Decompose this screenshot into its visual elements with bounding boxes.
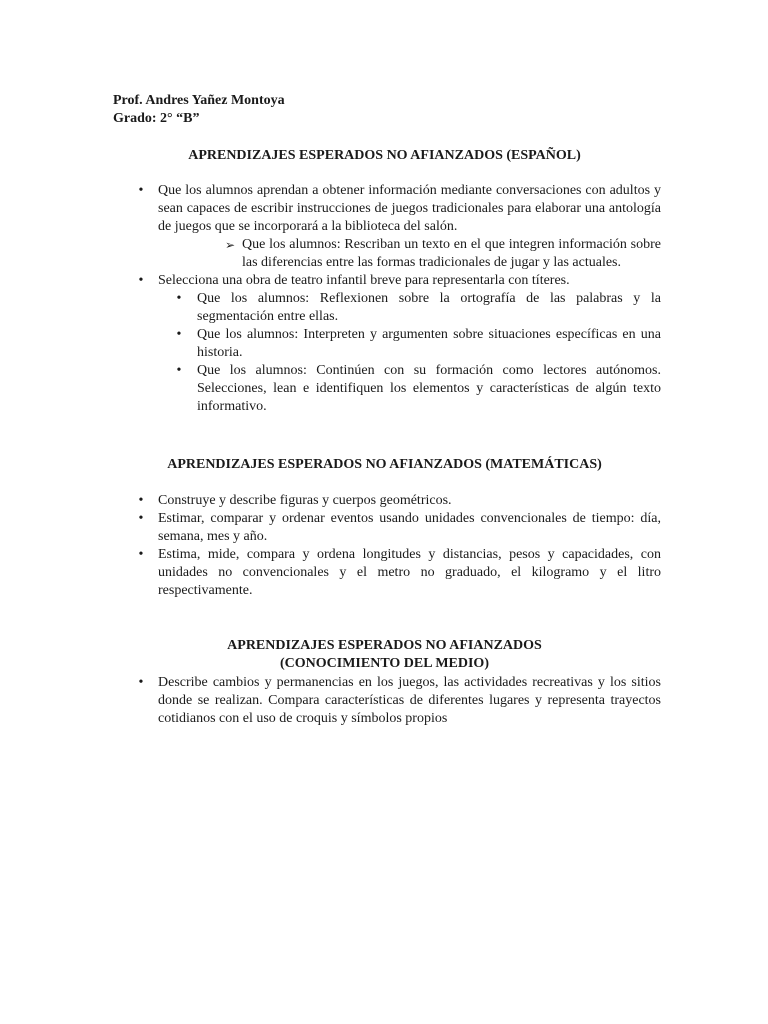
list-item bbox=[113, 236, 661, 272]
espanol-list bbox=[113, 182, 661, 416]
section-title-matematicas: APRENDIZAJES ESPERADOS NO AFIANZADOS (MATEMÁTICAS) bbox=[167, 457, 602, 472]
list-item-text: Construye y describe figuras y cuerpos geométricos. bbox=[158, 493, 452, 508]
bullet-icon: • bbox=[138, 547, 144, 562]
list-item bbox=[113, 272, 661, 290]
bullet-icon: • bbox=[138, 511, 144, 526]
list-item bbox=[113, 674, 661, 728]
list-item-text: Que los alumnos aprendan a obtener información mediante conversaciones con adultos y sean capaces de escribir instrucciones de juegos tradicionales para elaborar una antología de juegos que se incorporará a la biblioteca del salón. bbox=[158, 183, 661, 234]
section-title-medio bbox=[113, 637, 656, 673]
list-item bbox=[113, 492, 661, 510]
list-item bbox=[113, 182, 661, 236]
bullet-icon: • bbox=[176, 327, 182, 342]
bullet-icon: • bbox=[138, 493, 144, 508]
bullet-icon: • bbox=[138, 273, 144, 288]
bullet-icon: • bbox=[138, 675, 144, 690]
list-item-text: Describe cambios y permanencias en los juegos, las actividades recreativas y los sitios donde se realizan. Compara características de diferentes lugares y representa trayectos cotidianos con el uso de croquis y símbolos propios bbox=[158, 675, 661, 726]
list-item-text: Que los alumnos: Rescriban un texto en el que integren información sobre las diferencias entre las formas tradicionales de jugar y las actuales. bbox=[242, 237, 661, 270]
grade-label: Grado: 2° “B” bbox=[113, 111, 200, 126]
list-item bbox=[113, 510, 661, 546]
matematicas-list bbox=[113, 492, 661, 600]
list-item-text: Que los alumnos: Interpreten y argumenten sobre situaciones específicas en una historia. bbox=[197, 327, 661, 360]
bullet-icon: • bbox=[176, 291, 182, 306]
medio-list bbox=[113, 674, 661, 728]
section-title-espanol: APRENDIZAJES ESPERADOS NO AFIANZADOS (ESPAÑOL) bbox=[188, 148, 581, 163]
document-header bbox=[113, 92, 285, 128]
list-item bbox=[113, 290, 661, 326]
section-title-line: APRENDIZAJES ESPERADOS NO AFIANZADOS bbox=[227, 638, 542, 653]
list-item-text: Estima, mide, compara y ordena longitudes y distancias, pesos y capacidades, con unidades no convencionales y el metro no graduado, el kilogramo y el litro respectivamente. bbox=[158, 547, 661, 598]
arrow-bullet-icon: ➢ bbox=[225, 238, 236, 252]
list-item-text: Que los alumnos: Reflexionen sobre la ortografía de las palabras y la segmentación entre ellas. bbox=[197, 291, 661, 324]
bullet-icon: • bbox=[176, 363, 182, 378]
list-item-text: Estimar, comparar y ordenar eventos usando unidades convencionales de tiempo: día, semana, mes y año. bbox=[158, 511, 661, 544]
bullet-icon: • bbox=[138, 183, 144, 198]
list-item bbox=[113, 546, 661, 600]
list-item bbox=[113, 326, 661, 362]
teacher-name: Prof. Andres Yañez Montoya bbox=[113, 93, 285, 108]
list-item-text: Selecciona una obra de teatro infantil breve para representarla con títeres. bbox=[158, 273, 570, 288]
list-item-text: Que los alumnos: Continúen con su formación como lectores autónomos. Selecciones, lean e identifiquen los elementos y características de algún texto informativo. bbox=[197, 363, 661, 414]
section-title-line: (CONOCIMIENTO DEL MEDIO) bbox=[280, 656, 489, 671]
list-item bbox=[113, 362, 661, 416]
